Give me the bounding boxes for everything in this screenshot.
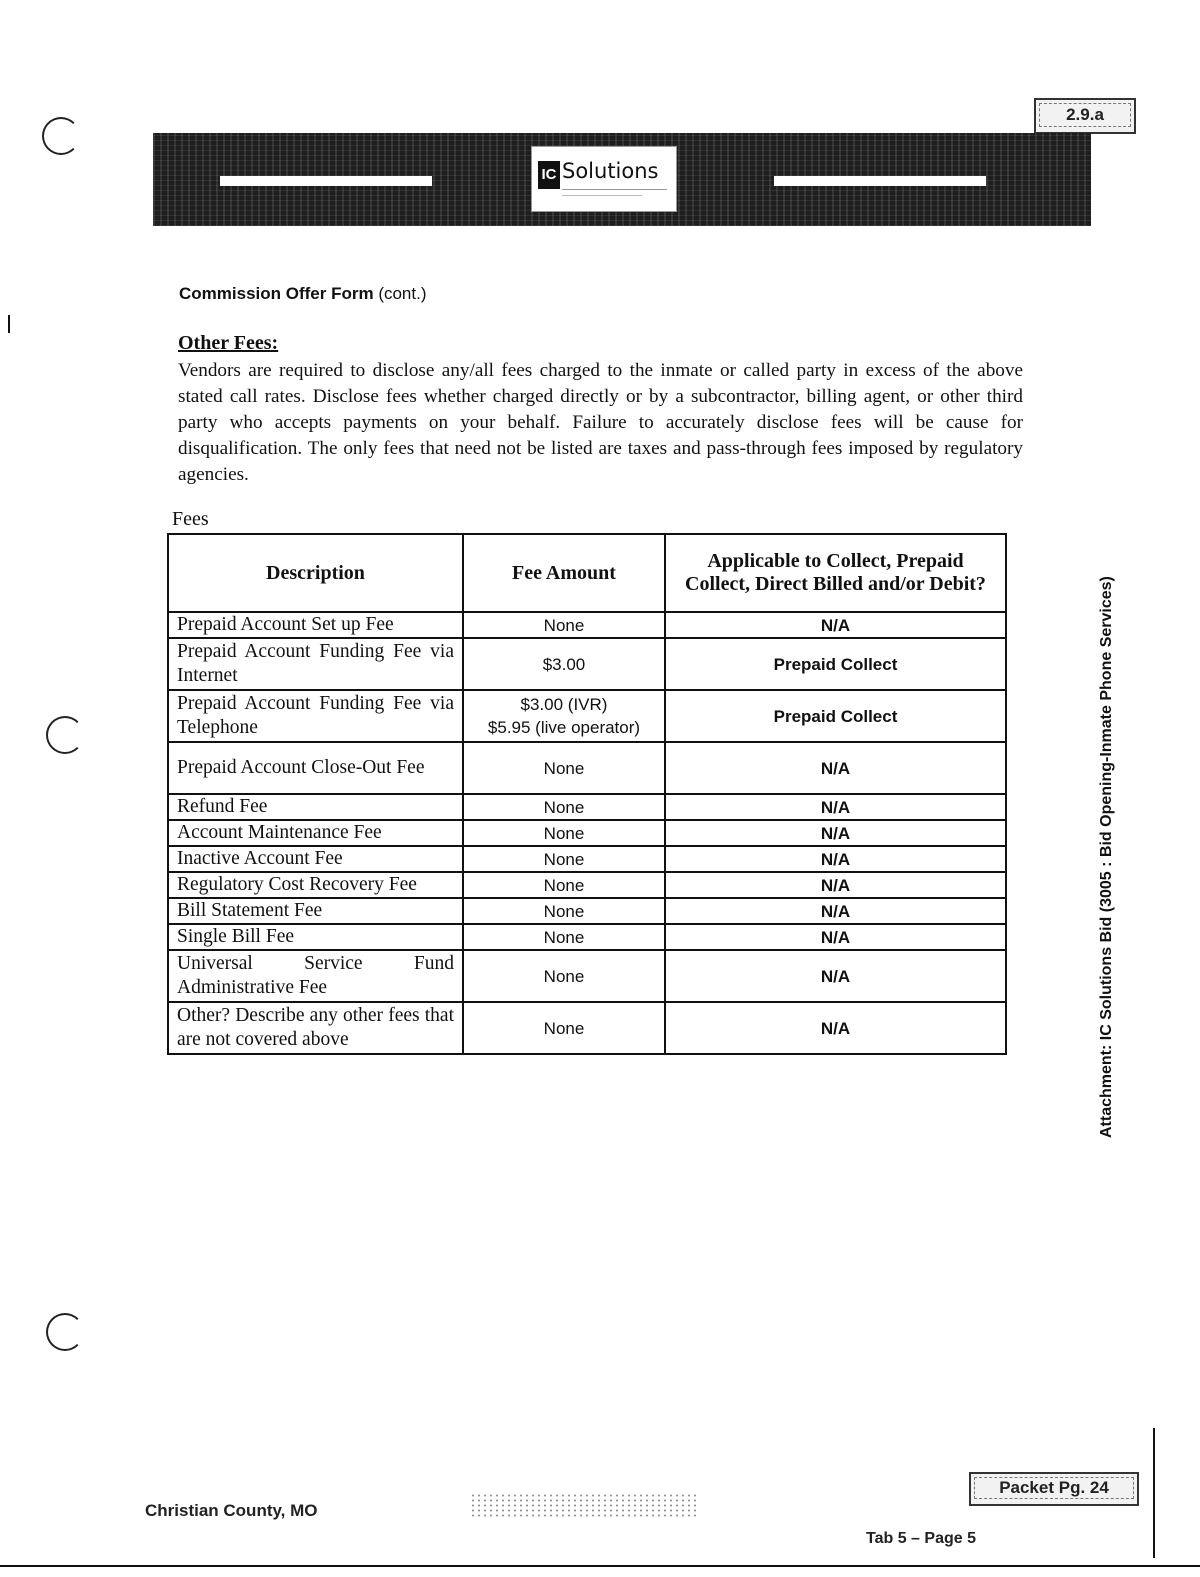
left-margin-mark	[8, 315, 10, 333]
row-description: Inactive Account Fee	[168, 846, 463, 872]
header-applicable: Applicable to Collect, Prepaid Collect, Direct Billed and/or Debit?	[665, 534, 1006, 612]
row-description: Single Bill Fee	[168, 924, 463, 950]
row-applicable: N/A	[665, 846, 1006, 872]
row-description: Prepaid Account Funding Fee via Internet	[168, 638, 463, 690]
attachment-sidebar-label: Attachment: IC Solutions Bid (3005 : Bid Opening-Inmate Phone Services)	[1098, 576, 1115, 1138]
row-description: Prepaid Account Funding Fee via Telephone	[168, 690, 463, 742]
footer-page-number: Tab 5 – Page 5	[866, 1530, 976, 1547]
section-badge	[1034, 98, 1136, 134]
logo-tagline-line-2	[562, 195, 642, 196]
row-amount: None	[463, 924, 665, 950]
row-description: Prepaid Account Close-Out Fee	[168, 742, 463, 794]
row-description: Universal Service Fund Administrative Fee	[168, 950, 463, 1002]
table-row	[168, 742, 1006, 794]
row-applicable: N/A	[665, 950, 1006, 1002]
scan-noise-graphic	[470, 1493, 700, 1519]
form-title-suffix: (cont.)	[373, 284, 427, 303]
row-description: Other? Describe any other fees that are not covered above	[168, 1002, 463, 1054]
right-edge-mark	[1153, 1428, 1155, 1558]
disclosure-paragraph: Vendors are required to disclose any/all fees charged to the inmate or called party in excess of the above stated call rates. Disclose fees whether charged directly or by a subcontractor, billing agent, or other third party who accepts payments on your behalf. Failure to accurately disclose fees will be cause for disqualification. The only fees that need not be listed are taxes and pass-through fees imposed by regulatory agencies.	[178, 360, 1023, 485]
section-badge-label: 2.9.a	[1039, 103, 1131, 127]
row-amount: None	[463, 742, 665, 794]
binder-hole-middle	[46, 716, 84, 754]
logo-text: Solutions	[562, 159, 659, 183]
row-amount: None	[463, 898, 665, 924]
row-amount: None	[463, 820, 665, 846]
form-title	[179, 284, 427, 304]
row-amount: $3.00	[463, 638, 665, 690]
row-amount: None	[463, 794, 665, 820]
row-applicable: N/A	[665, 924, 1006, 950]
row-applicable: N/A	[665, 898, 1006, 924]
fees-table-label: Fees	[172, 508, 209, 530]
table-row	[168, 950, 1006, 1002]
row-description: Regulatory Cost Recovery Fee	[168, 872, 463, 898]
row-applicable: N/A	[665, 612, 1006, 638]
table-row	[168, 612, 1006, 638]
banner-bar-right	[774, 176, 986, 186]
row-amount: None	[463, 612, 665, 638]
table-header-row	[168, 534, 1006, 612]
row-applicable: N/A	[665, 794, 1006, 820]
row-amount-multi	[463, 690, 665, 742]
company-logo	[531, 146, 677, 212]
footer-county: Christian County, MO	[145, 1501, 318, 1520]
logo-mark: IC	[538, 161, 560, 189]
row-amount-ivr: $3.00 (IVR)	[520, 695, 608, 714]
row-amount: None	[463, 950, 665, 1002]
table-row	[168, 690, 1006, 742]
table-row	[168, 1002, 1006, 1054]
row-amount: None	[463, 1002, 665, 1054]
header-banner	[153, 133, 1091, 226]
packet-page-label: Packet Pg. 24	[974, 1477, 1134, 1499]
binder-hole-bottom	[46, 1313, 84, 1351]
row-description: Bill Statement Fee	[168, 898, 463, 924]
row-applicable: N/A	[665, 872, 1006, 898]
row-applicable: Prepaid Collect	[665, 690, 1006, 742]
table-row	[168, 846, 1006, 872]
row-applicable: N/A	[665, 820, 1006, 846]
table-row	[168, 820, 1006, 846]
other-fees-heading: Other Fees:	[178, 332, 279, 354]
row-amount: None	[463, 872, 665, 898]
row-applicable: N/A	[665, 742, 1006, 794]
table-row	[168, 872, 1006, 898]
bottom-edge-line	[0, 1565, 1200, 1567]
header-fee-amount: Fee Amount	[463, 534, 665, 612]
row-applicable: N/A	[665, 1002, 1006, 1054]
banner-bar-left	[220, 176, 432, 186]
header-description: Description	[168, 534, 463, 612]
logo-tagline-line	[562, 189, 667, 190]
table-row	[168, 638, 1006, 690]
table-row	[168, 794, 1006, 820]
binder-hole-top	[42, 117, 80, 155]
table-row	[168, 924, 1006, 950]
row-amount-live-operator: $5.95 (live operator)	[487, 718, 641, 737]
row-amount: None	[463, 846, 665, 872]
row-description: Refund Fee	[168, 794, 463, 820]
row-description: Prepaid Account Set up Fee	[168, 612, 463, 638]
row-applicable: Prepaid Collect	[665, 638, 1006, 690]
table-row	[168, 898, 1006, 924]
row-description: Account Maintenance Fee	[168, 820, 463, 846]
fees-table	[167, 533, 1007, 1055]
form-title-bold: Commission Offer Form	[179, 284, 374, 303]
packet-page-badge	[969, 1472, 1139, 1506]
